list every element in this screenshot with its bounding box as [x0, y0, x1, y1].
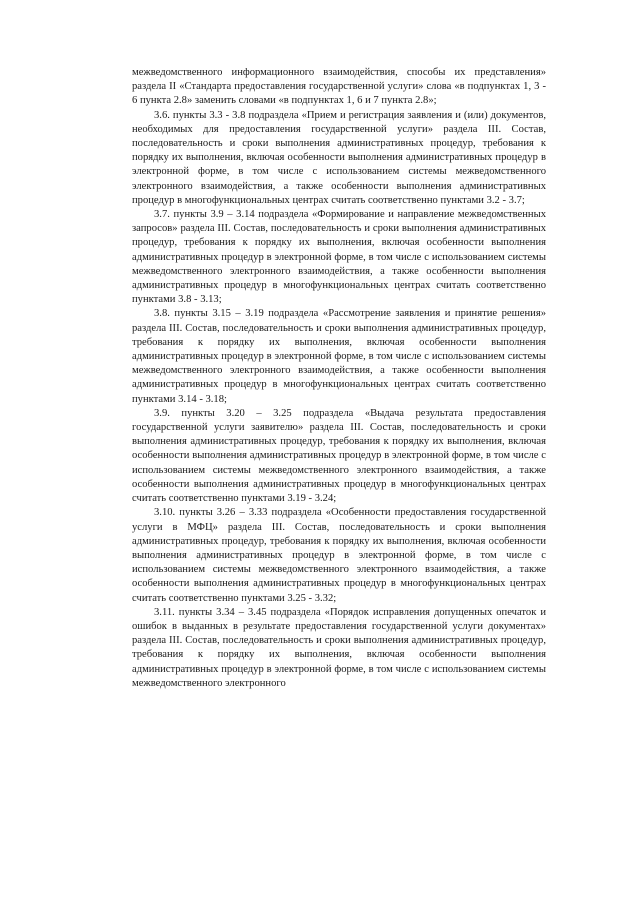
paragraph-3-9: 3.9. пункты 3.20 – 3.25 подраздела «Выдача результата предоставления государственной услуги заявителю» раздела III. Состав, последовательность и сроки выполнения административных процедур, требования к порядку их выполнения, включая особенности выполнения административных процедур в электронной форме, в том числе с использованием системы межведомственного электронного взаимодействия, а также особенности выполнения административных процедур в многофункциональных центрах считать соответственно пунктами 3.19 - 3.24;	[132, 407, 546, 505]
paragraph-3-7: 3.7. пункты 3.9 – 3.14 подраздела «Формирование и направление межведомственных запросов» раздела III. Состав, последовательность и сроки выполнения административных процедур, требования к порядку их выполнения, включая особенности выполнения административных процедур в электронной форме, в том числе с использованием системы межведомственного электронного взаимодействия, а также особенности выполнения административных процедур в многофункциональных центрах считать соответственно пунктами 3.8 - 3.13;	[132, 209, 546, 306]
paragraph-3-6: 3.6. пункты 3.3 - 3.8 подраздела «Прием и регистрация заявления и (или) документов, необходимых для предоставления государственной услуги» раздела III. Состав, последовательность и сроки выполнения административных процедур, требования к порядку их выполнения, включая особенности выполнения административных процедур в электронной форме, в том числе с использованием системы межведомственного электронного взаимодействия, а также особенности выполнения административных процедур в многофункциональных центрах считать соответственно пунктами 3.2 - 3.7;	[132, 109, 546, 206]
paragraph-continuation: межведомственного информационного взаимодействия, способы их представления» раздела II «Стандарта предоставления государственной услуги» слова «в подпунктах 1, 3 - 6 пункта 2.8» заменить словами «в подпунктах 1, 6 и 7 пункта 2.8»;	[132, 67, 546, 107]
paragraph-3-8: 3.8. пункты 3.15 – 3.19 подраздела «Рассмотрение заявления и принятие решения» раздела III. Состав, последовательность и сроки выполнения административных процедур, требования к порядку их выполнения, включая особенности выполнения административных процедур в электронной форме, в том числе с использованием системы межведомственного электронного взаимодействия, а также особенности выполнения административных процедур в многофункциональных центрах считать соответственно пунктами 3.14 - 3.18;	[132, 308, 546, 405]
paragraph-3-10: 3.10. пункты 3.26 – 3.33 подраздела «Особенности предоставления государственной услуги в МФЦ» раздела III. Состав, последовательность и сроки выполнения административных процедур, требования к порядку их выполнения, включая особенности выполнения административных процедур в электронной форме, в том числе с использованием системы межведомственного электронного взаимодействия, а также особенности выполнения административных процедур в многофункциональных центрах считать соответственно пунктами 3.25 - 3.32;	[132, 507, 546, 604]
document-page	[132, 66, 546, 691]
paragraph-3-11: 3.11. пункты 3.34 – 3.45 подраздела «Порядок исправления допущенных опечаток и ошибок в выданных в результате предоставления государственной услуги документах» раздела III. Состав, последовательность и сроки выполнения административных процедур, требования к порядку их выполнения, включая особенности выполнения административных процедур в электронной форме, в том числе с использованием системы межведомственного электронного	[132, 606, 546, 689]
